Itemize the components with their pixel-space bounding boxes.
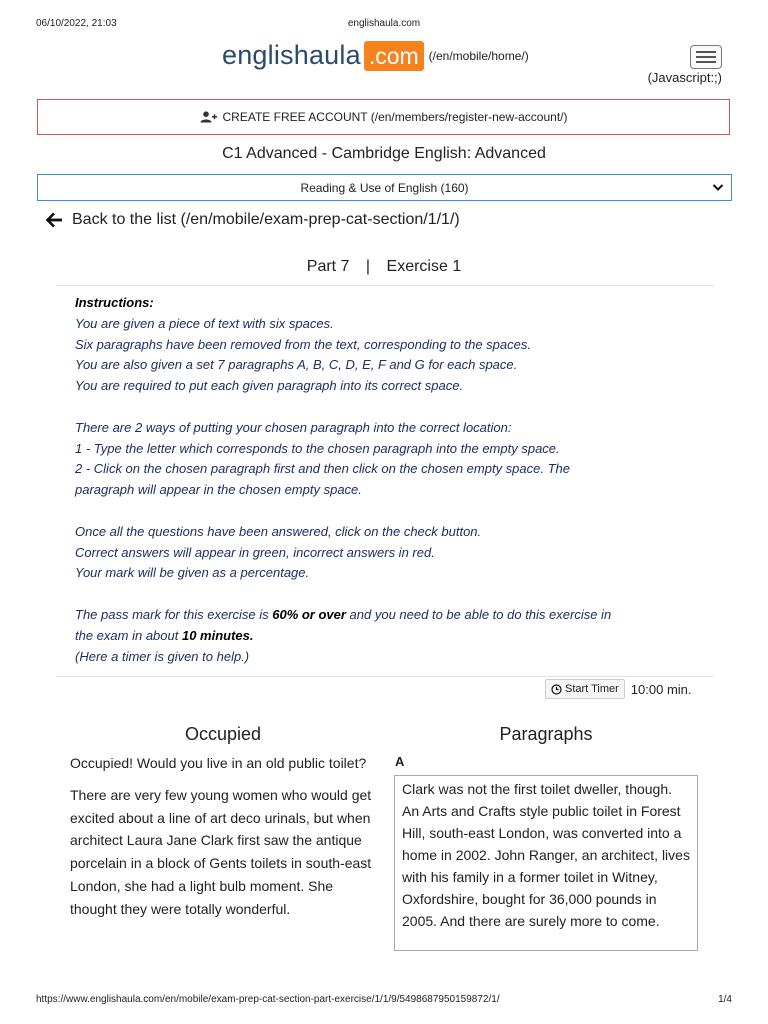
print-page-number: 1/4 bbox=[718, 994, 732, 1005]
start-timer-button[interactable] bbox=[545, 679, 625, 699]
hamburger-menu-icon[interactable] bbox=[690, 45, 722, 69]
clock-icon bbox=[551, 684, 562, 695]
paragraph-option-a[interactable]: Clark was not the first toilet dweller, though. An Arts and Crafts style public toilet in Forest Hill, south-east London, was converted into a home in 2002. John Ranger, an architect, lives with his family in a former toilet in Witney, Oxfordshire, bought for 36,000 pounds in 2005. And there are surely more to come. bbox=[394, 775, 698, 951]
divider bbox=[56, 676, 714, 677]
logo-tld: .com bbox=[364, 41, 424, 71]
paragraphs-title: Paragraphs bbox=[499, 724, 593, 744]
menu-link-url[interactable]: (Javascript:;) bbox=[647, 70, 722, 85]
chevron-down-icon bbox=[711, 180, 725, 194]
article-paragraph: There are very few young women who would get excited about a line of art deco urinals, but when architect Laura Jane Clark first saw the antique porcelain in a block of Gents toilets in south-east London, she had a light bulb moment. She thought they were totally wonderful. bbox=[70, 786, 372, 917]
paragraph-letter: A bbox=[395, 754, 405, 769]
arrow-left-icon bbox=[46, 212, 63, 228]
logo-link-url: (/en/mobile/home/) bbox=[428, 48, 529, 63]
section-select-value: Reading & Use of English (160) bbox=[300, 180, 469, 195]
instructions bbox=[75, 293, 695, 667]
instructions-heading: Instructions: bbox=[75, 295, 154, 310]
start-timer-label: Start Timer bbox=[565, 683, 619, 695]
instruction-line: Once all the questions have been answered, click on the check button. bbox=[75, 523, 482, 539]
article-title: Occupied bbox=[184, 724, 262, 744]
instruction-line: You are given a piece of text with six spaces. bbox=[75, 315, 334, 331]
back-link-label: Back to the list (/en/mobile/exam-prep-cat-section/1/1/) bbox=[72, 211, 460, 228]
instruction-line: You are also given a set 7 paragraphs A, B, C, D, E, F and G for each space. bbox=[75, 357, 518, 373]
add-user-icon bbox=[200, 111, 217, 123]
divider bbox=[56, 285, 714, 286]
create-account-button[interactable] bbox=[37, 99, 730, 135]
heading-separator: | bbox=[365, 258, 371, 275]
pass-mark-line: The pass mark for this exercise is 60% or over and you need to be able to do this exercise in bbox=[75, 606, 612, 622]
logo-word: englishaula bbox=[222, 40, 361, 70]
part-label: Part 7 bbox=[306, 258, 350, 275]
section-select[interactable] bbox=[37, 174, 732, 201]
instruction-line: You are required to put each given paragraph into its correct space. bbox=[75, 378, 464, 394]
instruction-line: Your mark will be given as a percentage. bbox=[75, 565, 310, 581]
exercise-label: Exercise 1 bbox=[386, 258, 462, 275]
timer-note: (Here a timer is given to help.) bbox=[75, 648, 250, 664]
course-title: C1 Advanced - Cambridge English: Advanced bbox=[222, 145, 546, 162]
site-logo[interactable] bbox=[222, 40, 529, 71]
instruction-line: 2 - Click on the chosen paragraph first and then click on the chosen empty space. The bbox=[75, 461, 570, 477]
time-line: the exam in about 10 minutes. bbox=[75, 627, 254, 643]
exercise-heading bbox=[0, 258, 768, 276]
back-to-list-link[interactable] bbox=[46, 211, 460, 229]
create-account-label: CREATE FREE ACCOUNT (/en/members/register-new-account/) bbox=[222, 110, 568, 124]
timer-value: 10:00 min. bbox=[630, 681, 692, 697]
article-paragraph: Occupied! Would you live in an old public toilet? bbox=[70, 755, 367, 771]
print-url: https://www.englishaula.com/en/mobile/exam-prep-cat-section-part-exercise/1/1/9/5498687950159872/1/ bbox=[36, 994, 500, 1005]
timer bbox=[545, 679, 692, 699]
instruction-line: paragraph will appear in the chosen empty space. bbox=[75, 482, 362, 498]
print-site: englishaula.com bbox=[347, 18, 421, 29]
print-datetime: 06/10/2022, 21:03 bbox=[36, 18, 117, 29]
article-text bbox=[70, 752, 380, 930]
instruction-line: 1 - Type the letter which corresponds to the chosen paragraph into the empty space. bbox=[75, 440, 560, 456]
instruction-line: Correct answers will appear in green, incorrect answers in red. bbox=[75, 544, 435, 560]
instruction-line: Six paragraphs have been removed from the text, corresponding to the spaces. bbox=[75, 336, 531, 352]
instruction-line: There are 2 ways of putting your chosen paragraph into the correct location: bbox=[75, 419, 512, 435]
